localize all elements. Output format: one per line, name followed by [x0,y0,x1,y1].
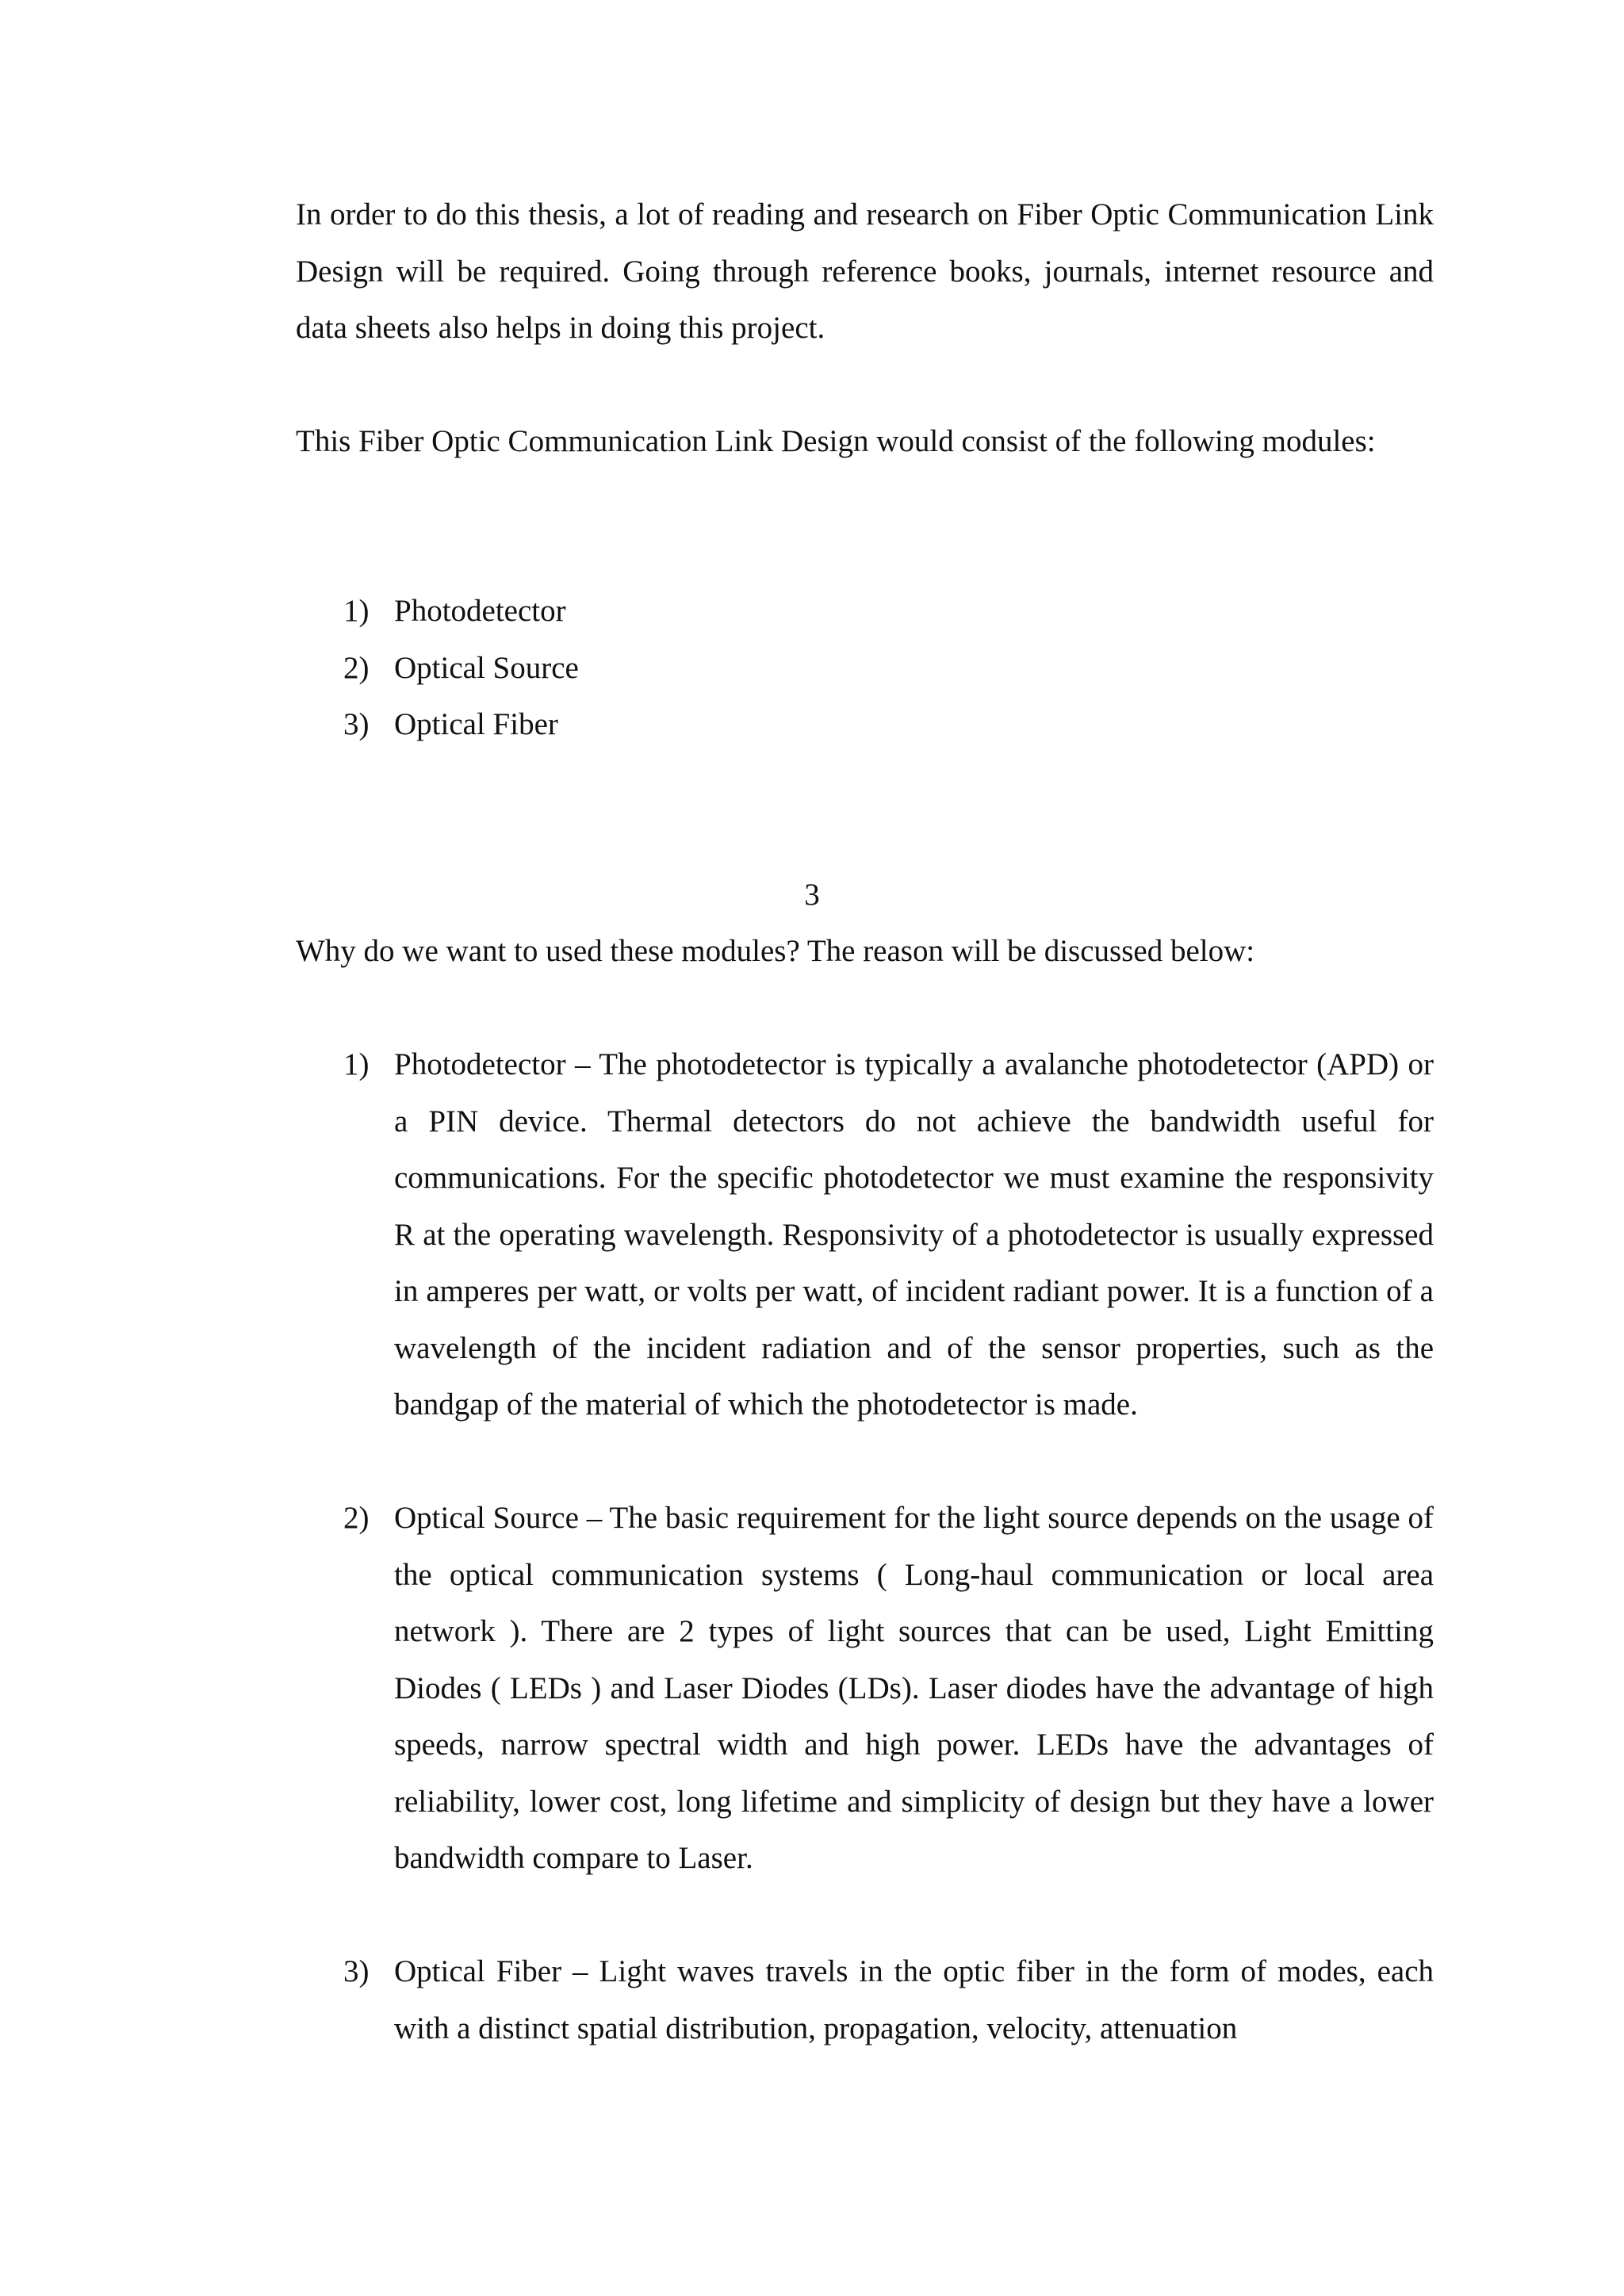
modules-paragraph: This Fiber Optic Communication Link Design would consist of the following modules: [296,424,1376,458]
list-item [296,1943,1434,2057]
list-item-number: 3) [343,1954,370,1988]
list-item-number: 1) [343,1047,370,1081]
list-item [296,640,1434,697]
list-item [296,1490,1434,1887]
list-item-label: Optical Source [394,650,579,685]
module-details-list [296,1036,1434,2057]
page-number: 3 [804,878,820,912]
list-item [296,1036,1434,1433]
list-item-number: 1) [343,594,370,628]
list-item-text: Photodetector – The photodetector is typically a avalanche photodetector (APD) or a PIN device. Thermal detectors do not achieve the bandwidth useful for communications. For the specific photodetector we must examine the responsivity R at the operating wavelength. Responsivity of a photodetector is usually expressed in amperes per watt, or volts per watt, of incident radiant power. It is a function of a wavelength of the incident radiation and of the sensor properties, such as the bandgap of the material of which the photodetector is made. [394,1047,1434,1422]
list-item [296,696,1434,753]
list-item-text: Optical Source – The basic requirement for the light source depends on the usage of the optical communication systems ( Long-haul communication or local area network ). There are 2 types of light sources that can be used, Light Emitting Diodes ( LEDs ) and Laser Diodes (LDs). Laser diodes have the advantage of high speeds, narrow spectral width and high power. LEDs have the advantages of reliability, lower cost, long lifetime and simplicity of design but they have a lower bandwidth compare to Laser. [394,1501,1434,1875]
intro-paragraph: In order to do this thesis, a lot of reading and research on Fiber Optic Communication Link Design will be required. Going through reference books, journals, internet resource and data sheets also helps in doing this project. [296,197,1434,345]
list-item-number: 3) [343,707,370,741]
list-item-number: 2) [343,1501,370,1535]
list-item-number: 2) [343,650,370,685]
modules-list [296,583,1434,753]
list-item-label: Photodetector [394,594,566,628]
list-item-text: Optical Fiber – Light waves travels in the optic fiber in the form of modes, each with a distinct spatial distribution, propagation, velocity, attenuation [394,1954,1434,2045]
reason-paragraph: Why do we want to used these modules? The reason will be discussed below: [296,934,1255,968]
list-item [296,583,1434,640]
list-item-label: Optical Fiber [394,707,558,741]
